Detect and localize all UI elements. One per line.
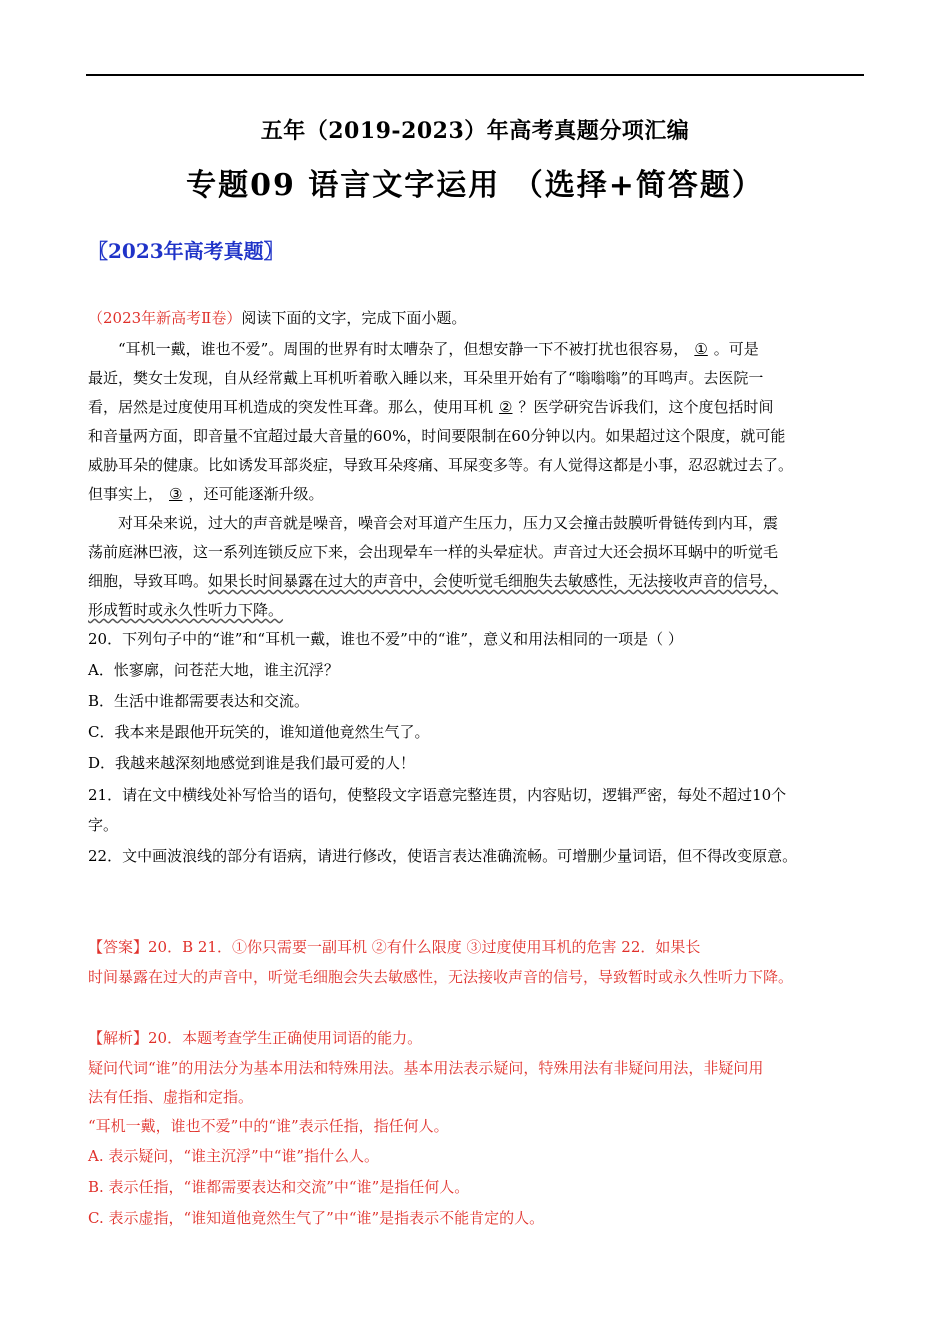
passage-line: 威胁耳朵的健康。比如诱发耳部炎症，导致耳朵疼痛、耳屎变多等。有人觉得这都是小事，忍忍就过去了。: [88, 456, 794, 474]
passage-text: 细胞，导致耳鸣。: [88, 572, 209, 590]
section-heading: 〖2023年高考真题〗: [88, 239, 284, 263]
passage-text: ，还可能逐渐升级。: [188, 485, 324, 503]
analysis-line: 法有任指、虚指和定指。: [88, 1088, 254, 1106]
exam-source: （2023年新高考Ⅱ卷）: [88, 309, 242, 327]
analysis-line: “耳机一戴，谁也不爱”中的“谁”表示任指，指任何人。: [88, 1117, 449, 1135]
option-c: C．我本来是跟他开玩笑的，谁知道他竟然生气了。: [88, 723, 430, 741]
intro-line: [88, 307, 466, 329]
passage-line: 对耳朵来说，过大的声音就是噪音，噪音会对耳道产生压力，压力又会撞击鼓膜听骨链传到内耳，震: [118, 514, 779, 532]
passage-text: “耳机一戴，谁也不爱”。周围的世界有时太嘈杂了，但想安静一下不被打扰也很容易，: [118, 340, 689, 358]
blank-2: ②: [499, 398, 513, 416]
answer-line: 【答案】20．B 21．①你只需要一副耳机 ②有什么限度 ③过度使用耳机的危害 22．如果长: [88, 938, 701, 956]
document-subtitle: 专题09 语言文字运用 （选择+简答题）: [186, 168, 764, 203]
passage-text: 看，居然是过度使用耳机造成的突发性耳聋。那么，使用耳机: [88, 398, 494, 416]
analysis-line: 【解析】20．本题考查学生正确使用词语的能力。: [88, 1029, 423, 1047]
passage-text: 。可是: [713, 340, 759, 358]
option-a: A．怅寥廓，问苍茫大地，谁主沉浮？: [88, 661, 339, 679]
passage-line: 和音量两方面，即音量不宜超过最大音量的60%，时间要限制在60分钟以内。如果超过这个限度，就可能: [88, 427, 786, 445]
wavy-underlined-text: 形成暂时或永久性听力下降。: [88, 601, 284, 619]
answer-line: 时间暴露在过大的声音中，听觉毛细胞会失去敏感性，无法接收声音的信号，导致暂时或永久性听力下降。: [88, 968, 794, 986]
option-d: D．我越来越深刻地感觉到谁是我们最可爱的人！: [88, 754, 416, 772]
passage-line: [88, 396, 773, 418]
passage-text: ？医学研究告诉我们，这个度包括时间: [518, 398, 774, 416]
analysis-line: C. 表示虚指，“谁知道他竟然生气了”中“谁”是指表示不能肯定的人。: [88, 1209, 545, 1227]
analysis-line: 疑问代词“谁”的用法分为基本用法和特殊用法。基本用法表示疑问，特殊用法有非疑问用法，非疑问用: [88, 1059, 764, 1077]
question-21-cont: 字。: [88, 816, 119, 834]
passage-line: [118, 338, 759, 360]
passage-line: [88, 599, 283, 621]
document-title: 五年（2019-2023）年高考真题分项汇编: [260, 118, 690, 144]
passage-line: [88, 483, 323, 505]
blank-1: ①: [694, 340, 708, 358]
passage-line: 最近，樊女士发现，自从经常戴上耳机听着歌入睡以来，耳朵里开始有了“嗡嗡嗡”的耳鸣声。去医院一: [88, 369, 764, 387]
analysis-line: B. 表示任指，“谁都需要表达和交流”中“谁”是指任何人。: [88, 1178, 470, 1196]
question-22: 22．文中画波浪线的部分有语病，请进行修改，使语言表达准确流畅。可增删少量词语，但不得改变原意。: [88, 847, 798, 865]
question-21: 21．请在文中横线处补写恰当的语句，使整段文字语意完整连贯，内容贴切，逻辑严密，每处不超过10个: [88, 786, 787, 804]
passage-line: [88, 570, 778, 592]
blank-3: ③: [169, 485, 183, 503]
option-b: B．生活中谁都需要表达和交流。: [88, 692, 310, 710]
passage-text: 但事实上，: [88, 485, 164, 503]
header-rule: [86, 74, 864, 76]
intro-instruction: 阅读下面的文字，完成下面小题。: [241, 309, 467, 327]
question-20: 20．下列句子中的“谁”和“耳机一戴，谁也不爱”中的“谁”，意义和用法相同的一项是（ ）: [88, 630, 683, 648]
wavy-underlined-text: 如果长时间暴露在过大的声音中，会使听觉毛细胞失去敏感性，无法接收声音的信号，: [208, 572, 779, 590]
passage-line: 荡前庭淋巴液，这一系列连锁反应下来，会出现晕车一样的头晕症状。声音过大还会损坏耳蜗中的听觉毛: [88, 543, 779, 561]
analysis-line: A. 表示疑问，“谁主沉浮”中“谁”指什么人。: [88, 1147, 380, 1165]
